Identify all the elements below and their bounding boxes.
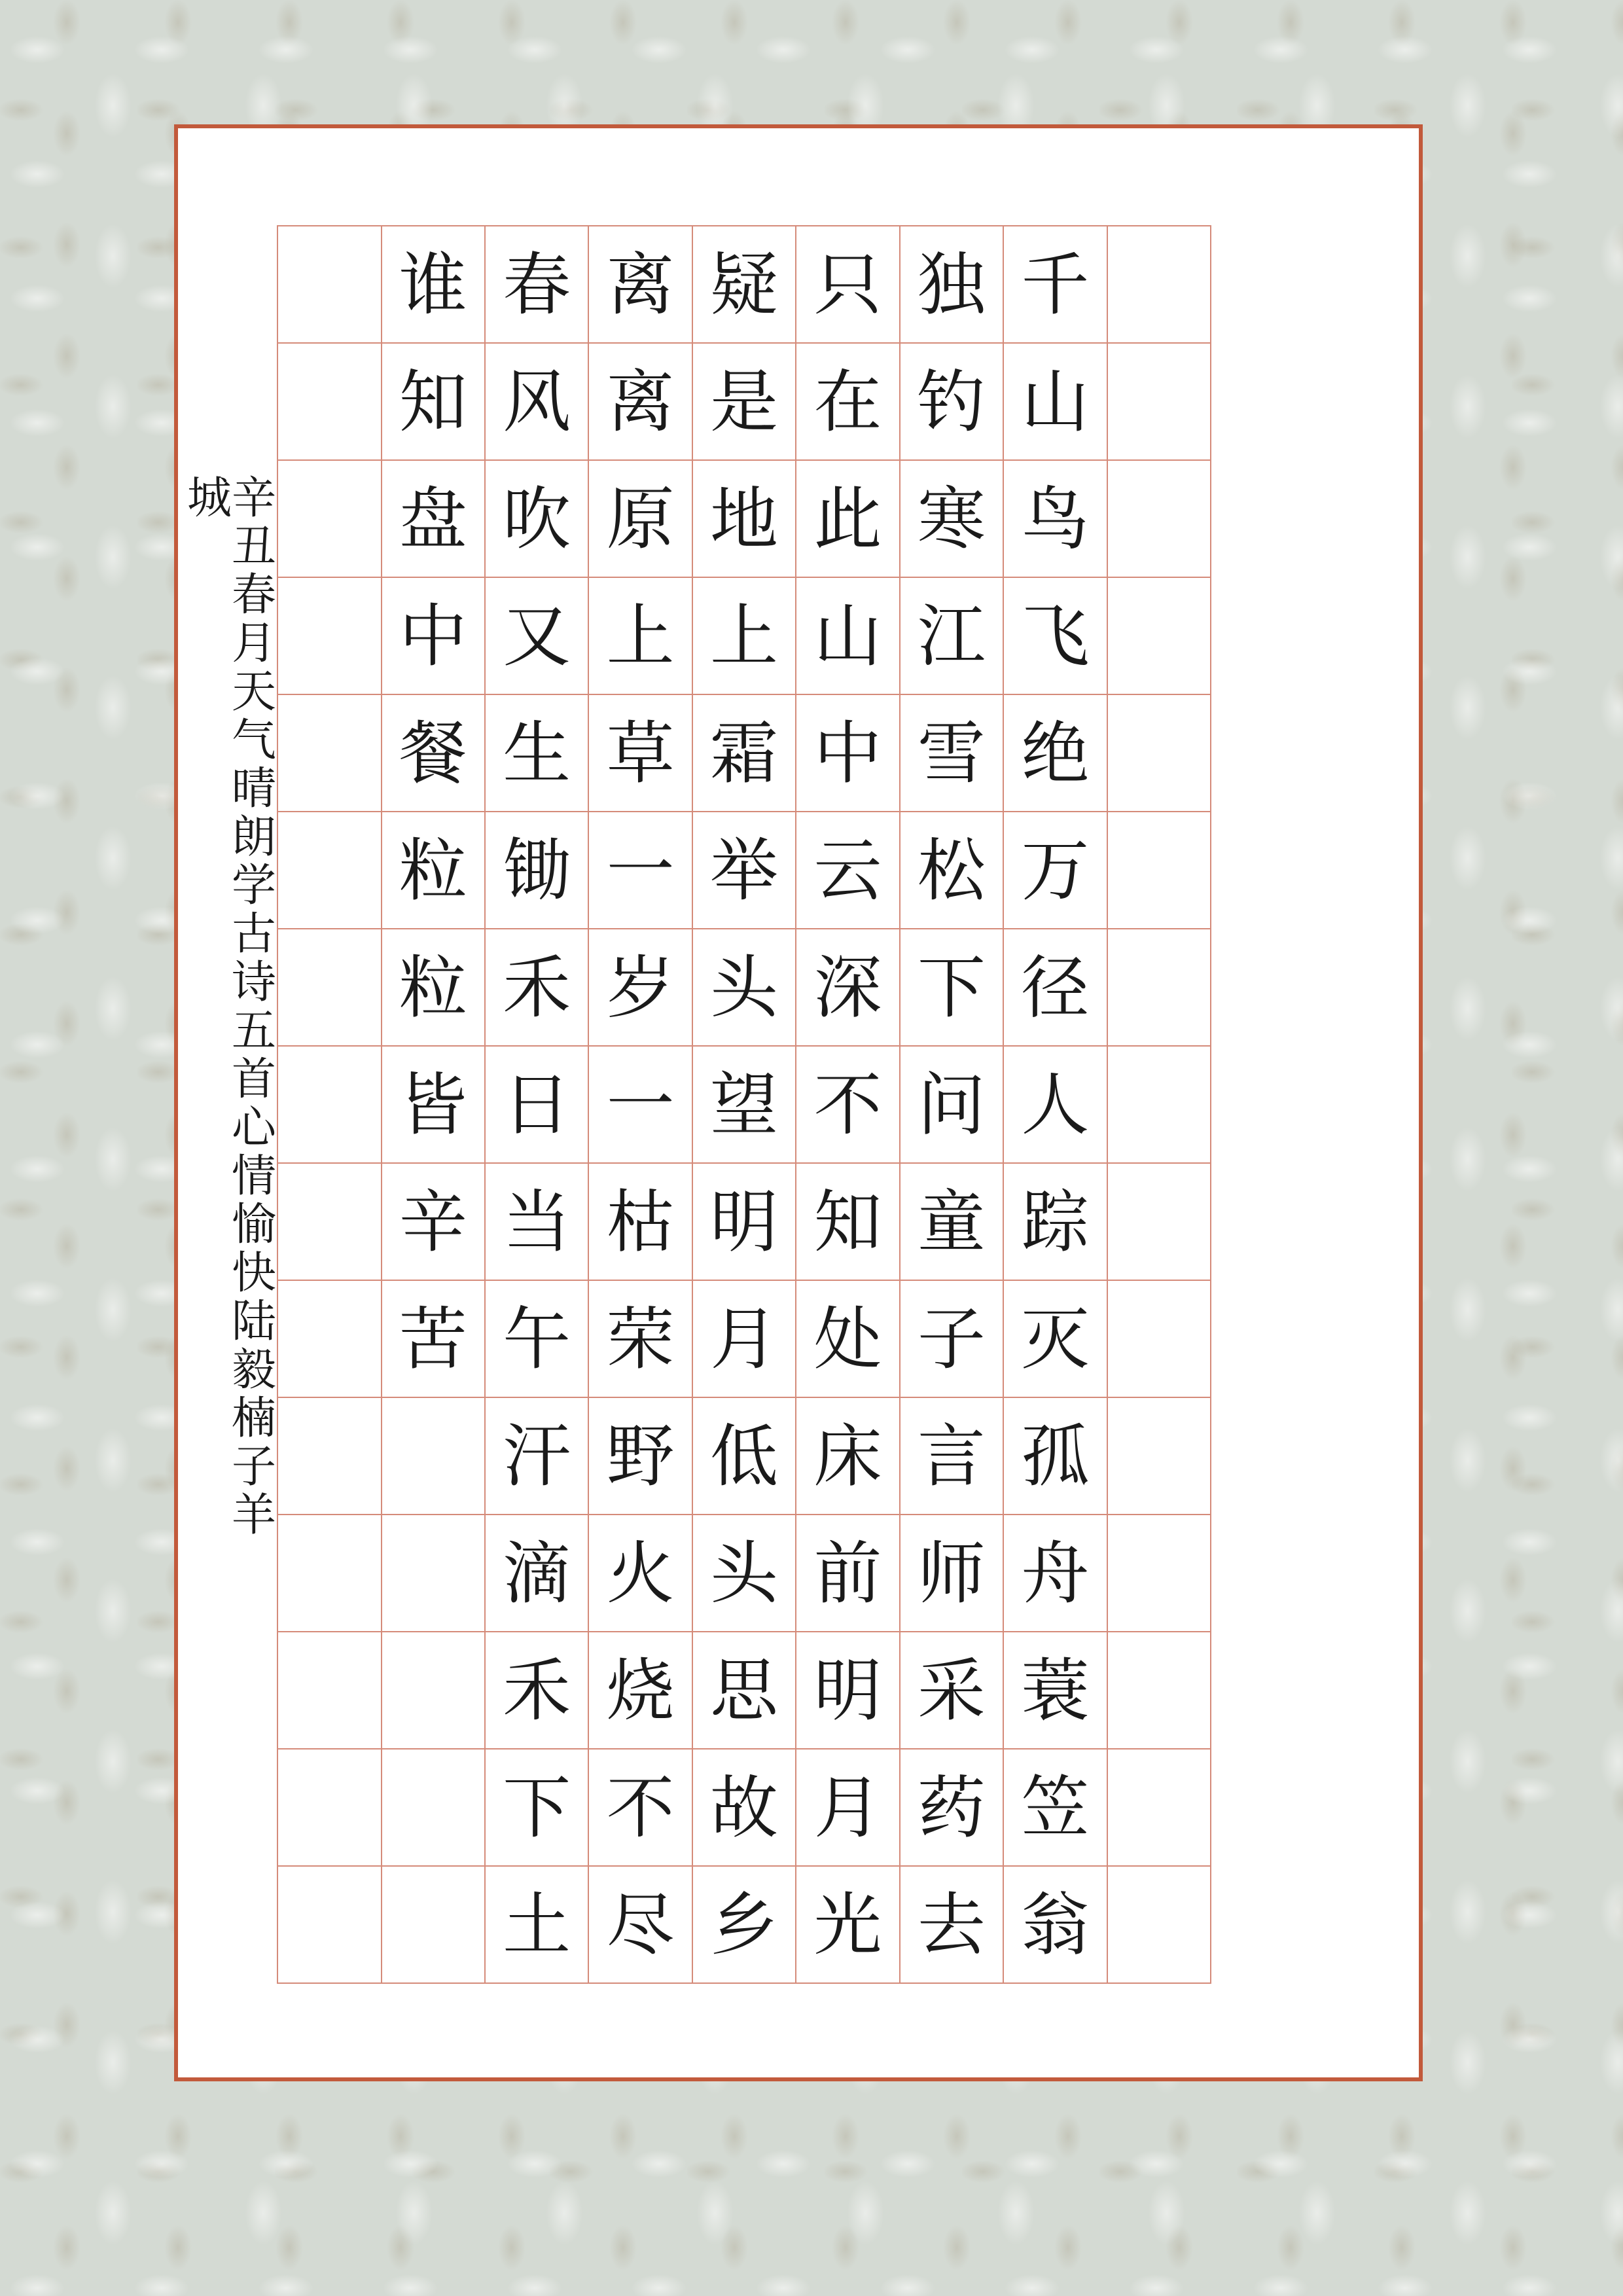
grid-column bbox=[278, 226, 382, 1984]
grid-cell: 原 bbox=[589, 461, 691, 578]
grid-cell: 寒 bbox=[901, 461, 1003, 578]
grid-cell bbox=[1108, 695, 1210, 812]
grid-column bbox=[693, 226, 796, 1984]
grid-cell: 下 bbox=[486, 1749, 588, 1867]
grid-cell: 在 bbox=[796, 344, 899, 461]
grid-cell: 烧 bbox=[589, 1632, 691, 1749]
grid-cell bbox=[1108, 812, 1210, 929]
grid-cell: 绝 bbox=[1004, 695, 1106, 812]
grid-cell bbox=[278, 1047, 380, 1164]
grid-cell: 只 bbox=[796, 226, 899, 344]
grid-cell: 离 bbox=[589, 226, 691, 344]
grid-column bbox=[901, 226, 1004, 1984]
grid-cell: 春 bbox=[486, 226, 588, 344]
grid-cell: 光 bbox=[796, 1867, 899, 1984]
grid-cell: 床 bbox=[796, 1398, 899, 1515]
grid-cell bbox=[1108, 226, 1210, 344]
grid-cell: 枯 bbox=[589, 1164, 691, 1281]
grid-cell: 灭 bbox=[1004, 1281, 1106, 1398]
grid-cell: 又 bbox=[486, 578, 588, 695]
grid-cell: 问 bbox=[901, 1047, 1003, 1164]
grid-cell: 霜 bbox=[693, 695, 795, 812]
grid-cell: 疑 bbox=[693, 226, 795, 344]
grid-cell bbox=[278, 929, 380, 1047]
grid-cell bbox=[278, 1164, 380, 1281]
grid-cell: 云 bbox=[796, 812, 899, 929]
grid-cell: 不 bbox=[796, 1047, 899, 1164]
grid-cell bbox=[1108, 1632, 1210, 1749]
grid-cell: 师 bbox=[901, 1515, 1003, 1632]
grid-cell: 举 bbox=[693, 812, 795, 929]
grid-cell: 孤 bbox=[1004, 1398, 1106, 1515]
grid-cell: 滴 bbox=[486, 1515, 588, 1632]
grid-cell: 故 bbox=[693, 1749, 795, 1867]
grid-cell: 前 bbox=[796, 1515, 899, 1632]
grid-cell: 谁 bbox=[382, 226, 484, 344]
grid-cell: 土 bbox=[486, 1867, 588, 1984]
grid-cell: 山 bbox=[1004, 344, 1106, 461]
paper-sheet bbox=[174, 124, 1423, 2081]
grid-cell: 知 bbox=[796, 1164, 899, 1281]
grid-cell: 一 bbox=[589, 1047, 691, 1164]
grid-cell: 明 bbox=[796, 1632, 899, 1749]
grid-cell: 笠 bbox=[1004, 1749, 1106, 1867]
grid-cell: 辛 bbox=[382, 1164, 484, 1281]
grid-cell bbox=[278, 226, 380, 344]
grid-cell: 离 bbox=[589, 344, 691, 461]
grid-cell: 苦 bbox=[382, 1281, 484, 1398]
grid-cell: 是 bbox=[693, 344, 795, 461]
grid-cell bbox=[1108, 1281, 1210, 1398]
grid-cell: 知 bbox=[382, 344, 484, 461]
grid-cell: 处 bbox=[796, 1281, 899, 1398]
grid-cell: 生 bbox=[486, 695, 588, 812]
grid-cell bbox=[278, 1398, 380, 1515]
grid-cell: 不 bbox=[589, 1749, 691, 1867]
grid-cell: 童 bbox=[901, 1164, 1003, 1281]
grid-cell: 松 bbox=[901, 812, 1003, 929]
grid-cell: 径 bbox=[1004, 929, 1106, 1047]
grid-cell: 上 bbox=[589, 578, 691, 695]
grid-cell: 中 bbox=[382, 578, 484, 695]
grid-cell: 月 bbox=[796, 1749, 899, 1867]
signature-text: 辛丑春月天气晴朗学古诗五首心情愉快陆毅楠子羊城 bbox=[179, 474, 276, 1539]
grid-cell bbox=[278, 1632, 380, 1749]
grid-cell bbox=[1108, 929, 1210, 1047]
signature-inscription bbox=[178, 225, 277, 1560]
grid-cell bbox=[382, 1398, 484, 1515]
grid-cell bbox=[278, 1867, 380, 1984]
grid-cell: 野 bbox=[589, 1398, 691, 1515]
grid-cell: 草 bbox=[589, 695, 691, 812]
grid-cell: 言 bbox=[901, 1398, 1003, 1515]
grid-cell bbox=[1108, 461, 1210, 578]
grid-cell bbox=[278, 1515, 380, 1632]
grid-column bbox=[1108, 226, 1211, 1984]
grid-cell: 钓 bbox=[901, 344, 1003, 461]
grid-cell: 鸟 bbox=[1004, 461, 1106, 578]
grid-cell bbox=[278, 695, 380, 812]
grid-cell bbox=[278, 578, 380, 695]
grid-cell: 餐 bbox=[382, 695, 484, 812]
grid-cell bbox=[1108, 344, 1210, 461]
grid-cell: 去 bbox=[901, 1867, 1003, 1984]
grid-cell: 中 bbox=[796, 695, 899, 812]
grid-column bbox=[589, 226, 692, 1984]
grid-cell: 上 bbox=[693, 578, 795, 695]
grid-cell bbox=[382, 1749, 484, 1867]
grid-cell: 下 bbox=[901, 929, 1003, 1047]
grid-cell: 飞 bbox=[1004, 578, 1106, 695]
grid-cell bbox=[278, 1749, 380, 1867]
grid-cell: 一 bbox=[589, 812, 691, 929]
grid-cell bbox=[382, 1632, 484, 1749]
grid-cell: 吹 bbox=[486, 461, 588, 578]
grid-cell: 皆 bbox=[382, 1047, 484, 1164]
grid-cell: 乡 bbox=[693, 1867, 795, 1984]
grid-cell bbox=[1108, 1398, 1210, 1515]
grid-cell: 千 bbox=[1004, 226, 1106, 344]
grid-cell bbox=[1108, 578, 1210, 695]
grid-cell: 头 bbox=[693, 1515, 795, 1632]
grid-cell: 药 bbox=[901, 1749, 1003, 1867]
grid-cell bbox=[1108, 1515, 1210, 1632]
grid-cell: 思 bbox=[693, 1632, 795, 1749]
grid-column bbox=[796, 226, 900, 1984]
grid-cell bbox=[278, 461, 380, 578]
grid-cell: 蓑 bbox=[1004, 1632, 1106, 1749]
grid-cell: 此 bbox=[796, 461, 899, 578]
grid-cell bbox=[382, 1867, 484, 1984]
grid-cell bbox=[1108, 1749, 1210, 1867]
grid-cell bbox=[1108, 1867, 1210, 1984]
grid-cell: 锄 bbox=[486, 812, 588, 929]
grid-cell: 山 bbox=[796, 578, 899, 695]
grid-cell: 禾 bbox=[486, 929, 588, 1047]
grid-cell: 踪 bbox=[1004, 1164, 1106, 1281]
grid-cell: 翁 bbox=[1004, 1867, 1106, 1984]
grid-column bbox=[1004, 226, 1107, 1984]
grid-cell: 粒 bbox=[382, 812, 484, 929]
grid-cell: 火 bbox=[589, 1515, 691, 1632]
grid-cell: 尽 bbox=[589, 1867, 691, 1984]
grid-cell bbox=[1108, 1164, 1210, 1281]
grid-cell bbox=[382, 1515, 484, 1632]
grid-cell bbox=[278, 1281, 380, 1398]
grid-cell: 雪 bbox=[901, 695, 1003, 812]
grid-cell: 低 bbox=[693, 1398, 795, 1515]
grid-cell: 盘 bbox=[382, 461, 484, 578]
grid-cell: 头 bbox=[693, 929, 795, 1047]
grid-cell: 采 bbox=[901, 1632, 1003, 1749]
grid-cell: 江 bbox=[901, 578, 1003, 695]
grid-cell bbox=[278, 812, 380, 929]
grid-cell bbox=[1108, 1047, 1210, 1164]
grid-cell: 汗 bbox=[486, 1398, 588, 1515]
grid-cell: 粒 bbox=[382, 929, 484, 1047]
grid-cell: 月 bbox=[693, 1281, 795, 1398]
grid-cell: 日 bbox=[486, 1047, 588, 1164]
grid-cell bbox=[278, 344, 380, 461]
grid-cell: 岁 bbox=[589, 929, 691, 1047]
grid-column bbox=[382, 226, 486, 1984]
grid-cell: 明 bbox=[693, 1164, 795, 1281]
grid-cell: 独 bbox=[901, 226, 1003, 344]
grid-cell: 当 bbox=[486, 1164, 588, 1281]
grid-cell: 万 bbox=[1004, 812, 1106, 929]
grid-cell: 地 bbox=[693, 461, 795, 578]
grid-cell: 子 bbox=[901, 1281, 1003, 1398]
grid-cell: 舟 bbox=[1004, 1515, 1106, 1632]
calligraphy-grid bbox=[277, 225, 1211, 1984]
grid-cell: 风 bbox=[486, 344, 588, 461]
grid-cell: 望 bbox=[693, 1047, 795, 1164]
grid-cell: 禾 bbox=[486, 1632, 588, 1749]
grid-cell: 深 bbox=[796, 929, 899, 1047]
grid-cell: 人 bbox=[1004, 1047, 1106, 1164]
grid-cell: 荣 bbox=[589, 1281, 691, 1398]
grid-cell: 午 bbox=[486, 1281, 588, 1398]
grid-column bbox=[486, 226, 589, 1984]
